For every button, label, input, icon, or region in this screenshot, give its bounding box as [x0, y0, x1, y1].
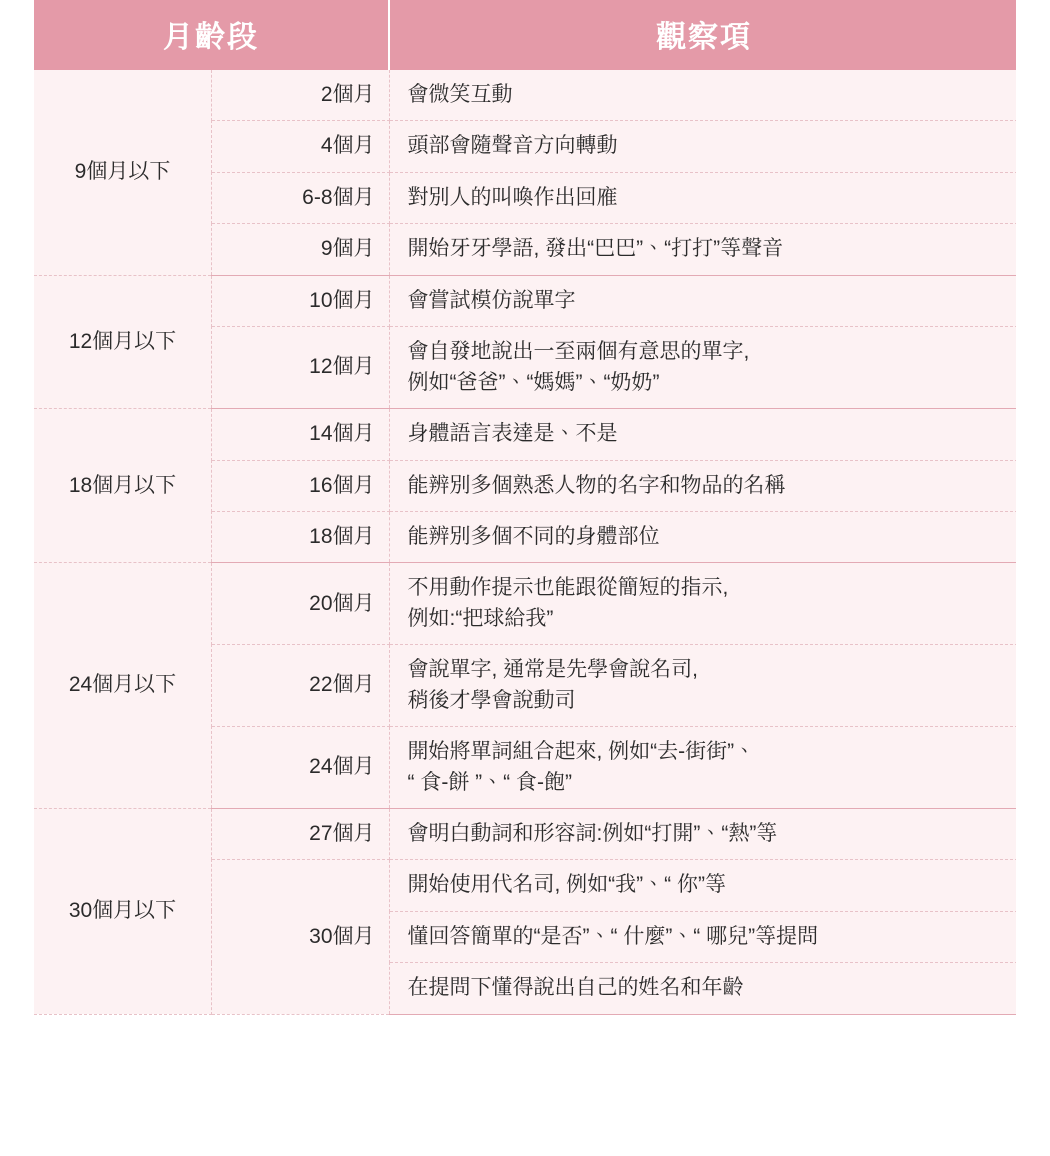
months-label: 10個月 [212, 275, 390, 326]
observation-line: 會說單字, 通常是先學會說名司, [407, 658, 699, 682]
observation-line: 對別人的叫喚作出回䧹 [407, 185, 618, 209]
observation-line: 會微笑互動 [407, 83, 513, 106]
observation-line: 不用動作提示也能跟從簡短的指示, [407, 576, 729, 600]
observation-line: 能辨別多個不同的身體部位 [407, 524, 660, 548]
months-label: 30個月 [212, 860, 390, 1014]
observation-item [389, 809, 1018, 860]
observation-line: 在提問下懂得說出自己的姓名和年齡 [407, 976, 744, 1000]
months-label: 27個月 [212, 809, 390, 860]
months-label: 24個月 [212, 727, 390, 809]
observation-line: 開始使用代名司, 例如“我”、“ 你”等 [407, 873, 726, 897]
age-group-label: 9個月以下 [34, 70, 212, 275]
observation-item [389, 645, 1018, 727]
observation-item [389, 563, 1018, 645]
table-header-row [34, 0, 1018, 70]
observation-item [389, 727, 1018, 809]
observation-line: 例如:“把球給我” [407, 606, 554, 630]
language-milestones-table [34, 0, 1018, 1015]
observation-line: 例如“爸爸”、“媽媽”、“奶奶” [407, 370, 660, 394]
months-label: 9個月 [212, 224, 390, 275]
observation-item [389, 963, 1018, 1014]
observation-item [389, 327, 1018, 409]
table-header [34, 0, 1018, 70]
age-group-label: 24個月以下 [34, 563, 212, 809]
observation-item [389, 911, 1018, 962]
age-group-label: 12個月以下 [34, 275, 212, 408]
observation-item [389, 70, 1018, 121]
observation-line: 身體語言表達是、不是 [407, 422, 618, 446]
observation-line: 會嘗試模仿說單字 [407, 288, 576, 312]
observation-line: 開始將單詞組合起來, 例如“去-街街”、 [407, 740, 756, 764]
table-row [34, 275, 1018, 326]
observation-line: 頭部會隨聲音方向轉動 [407, 134, 618, 158]
table-body [34, 70, 1018, 1014]
observation-item [389, 460, 1018, 511]
header-age-group: 月齡段 [34, 0, 389, 70]
observation-line: 會明白動詞和形容詞:例如“打開”、“熱”等 [407, 822, 778, 845]
table-row [34, 563, 1018, 645]
observation-item [389, 121, 1018, 172]
observation-line: 會自發地說出一至兩個有意思的單字, [407, 340, 750, 364]
observation-item [389, 172, 1018, 223]
months-label: 2個月 [212, 70, 390, 121]
months-label: 16個月 [212, 460, 390, 511]
months-label: 4個月 [212, 121, 390, 172]
observation-line: 稍後才學會說動司 [407, 688, 576, 712]
months-label: 20個月 [212, 563, 390, 645]
header-observation-item: 觀察項 [389, 0, 1018, 70]
months-label: 18個月 [212, 511, 390, 562]
observation-item [389, 511, 1018, 562]
observation-line: 懂回答簡單的“是否”、“ 什麼”、“ 哪兒”等提問 [407, 924, 819, 948]
page-right-margin [1016, 0, 1050, 1156]
table-row [34, 70, 1018, 121]
observation-line: “ 食-餅 ”、“ 食-飽” [407, 770, 572, 794]
table-row [34, 809, 1018, 860]
table-row [34, 409, 1018, 460]
observation-item [389, 275, 1018, 326]
observation-item [389, 409, 1018, 460]
observation-line: 能辨別多個熟悉人物的名字和物品的名稱 [407, 473, 786, 497]
page-left-margin [0, 0, 34, 1156]
observation-line: 開始牙牙學語, 發出“巴巴”、“打打”等聲音 [407, 237, 784, 261]
observation-item [389, 860, 1018, 911]
months-label: 22個月 [212, 645, 390, 727]
months-label: 6-8個月 [212, 172, 390, 223]
observation-item [389, 224, 1018, 275]
age-group-label: 18個月以下 [34, 409, 212, 563]
months-label: 14個月 [212, 409, 390, 460]
age-group-label: 30個月以下 [34, 809, 212, 1015]
months-label: 12個月 [212, 327, 390, 409]
